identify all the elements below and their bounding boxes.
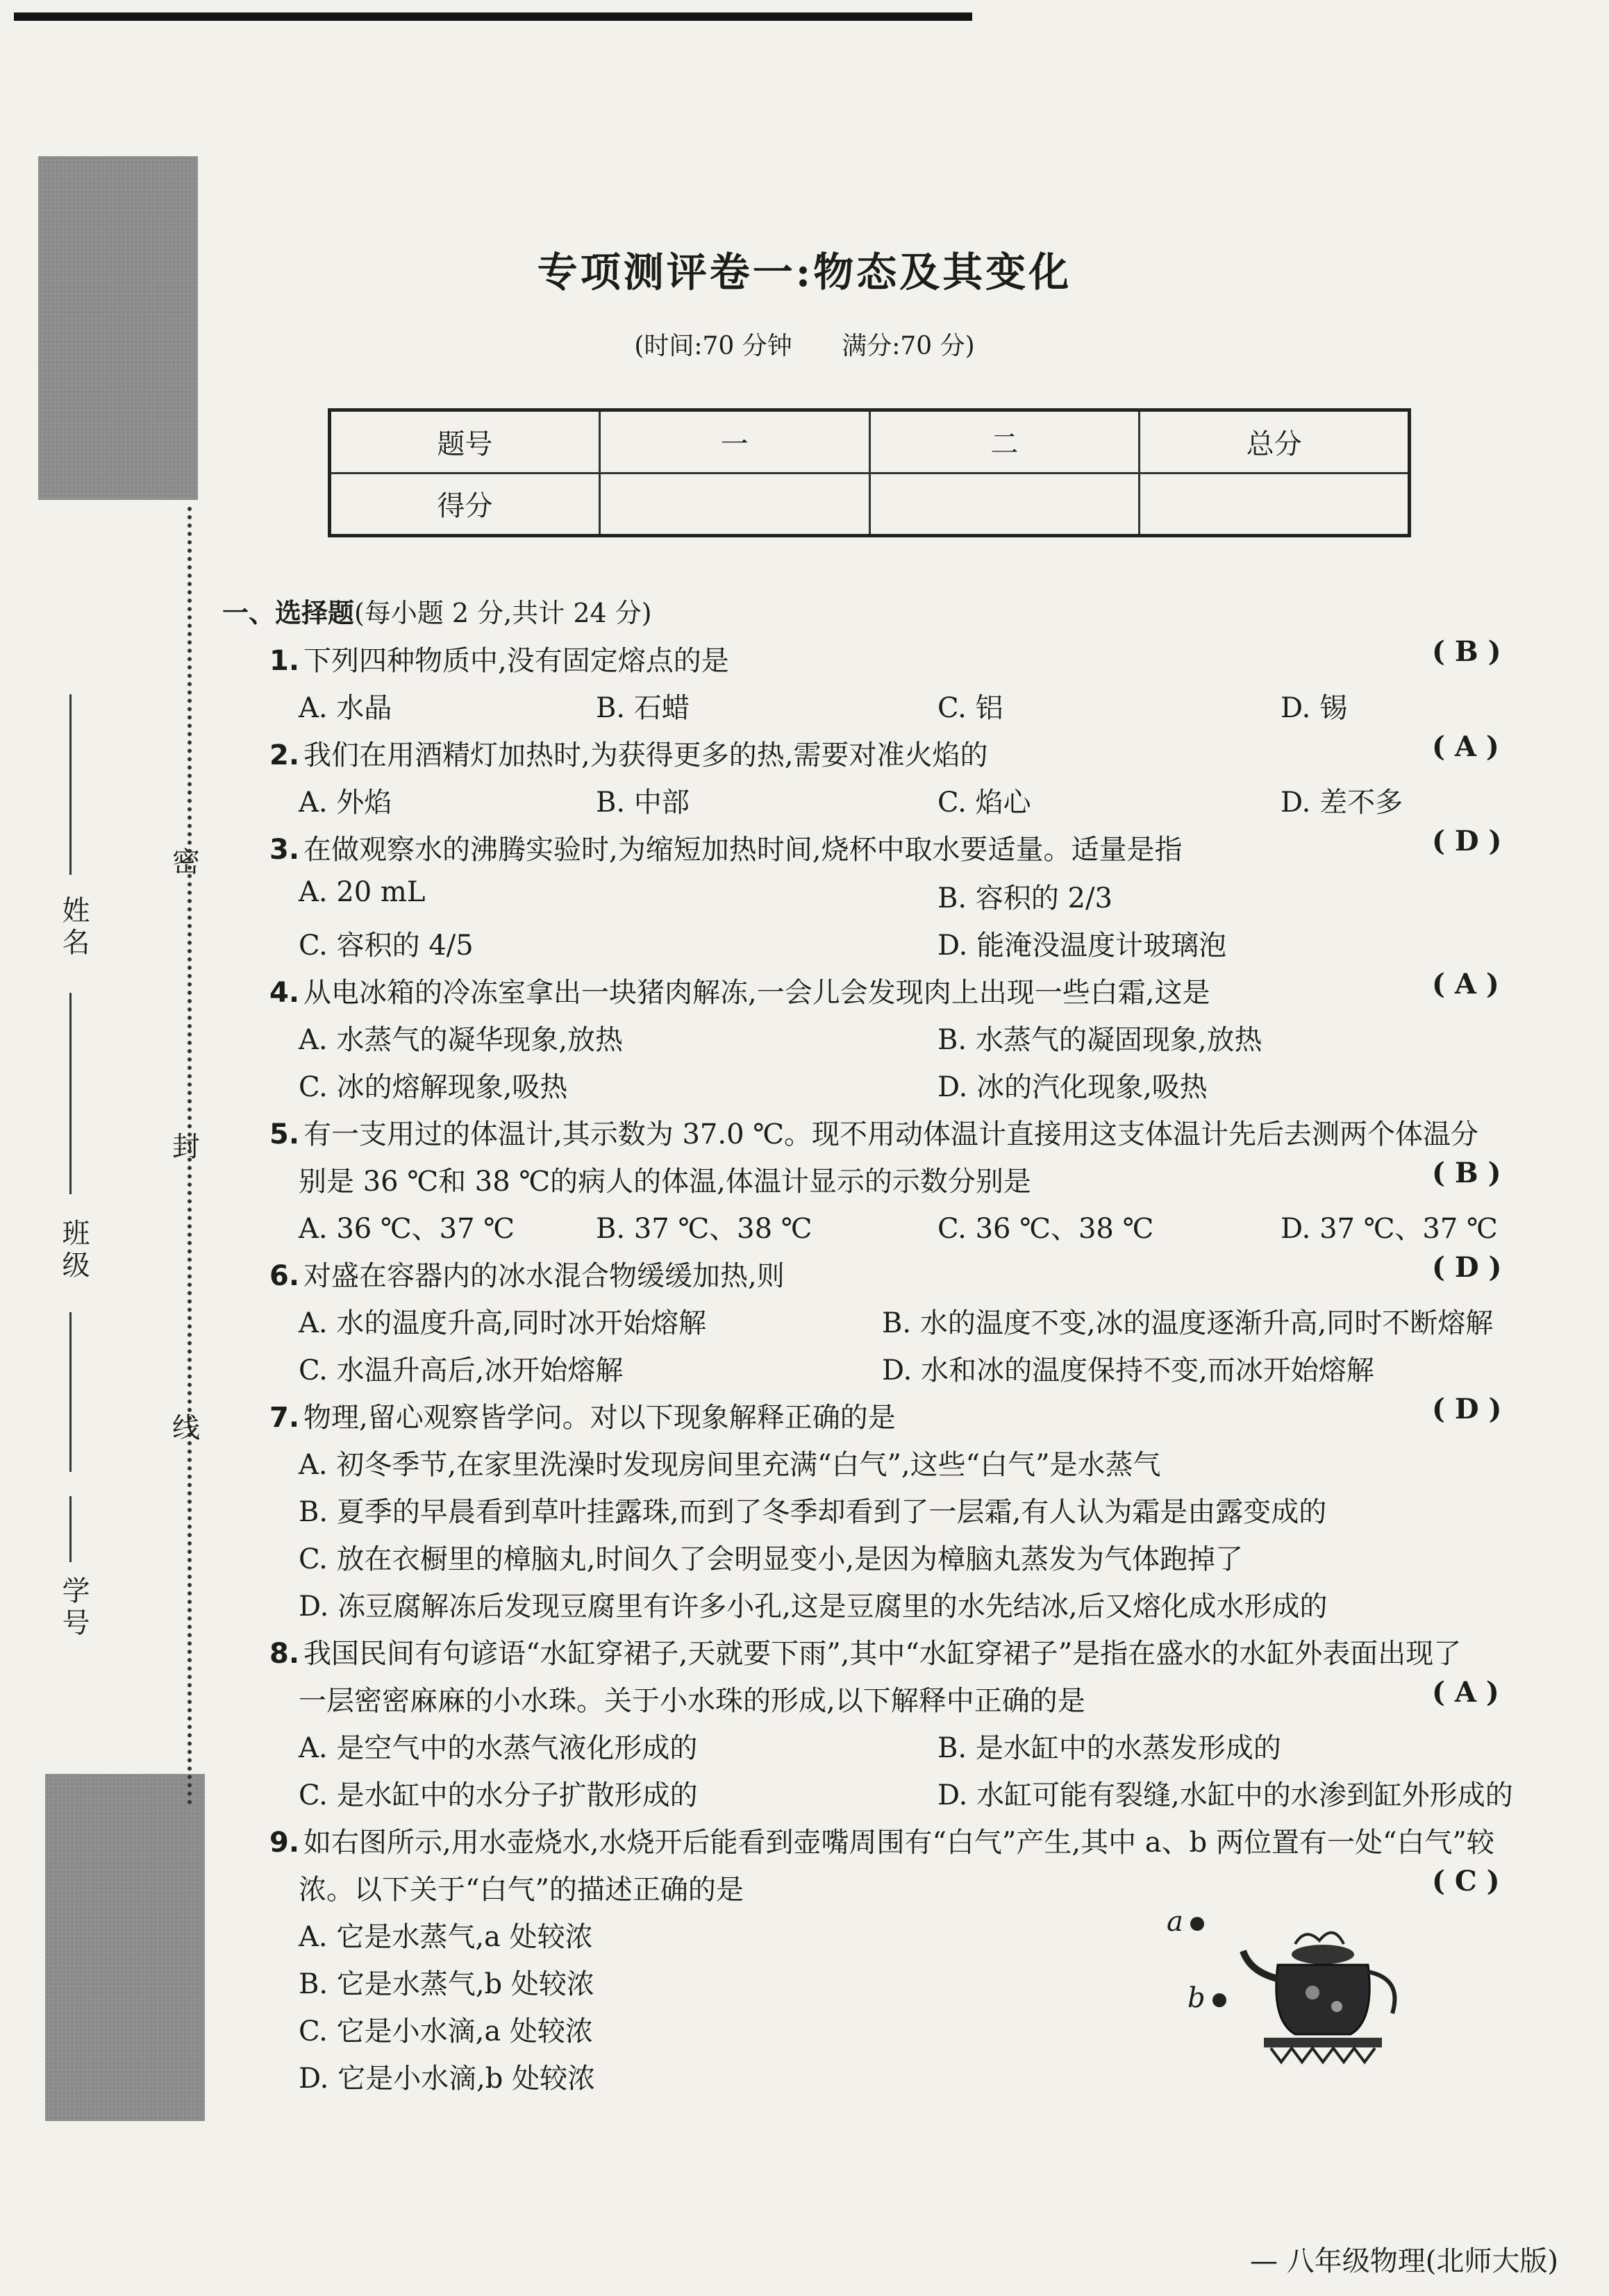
question-1: 1. 下列四种物质中,没有固定熔点的是 <box>269 645 729 677</box>
section-heading: 一、选择题 <box>222 598 355 628</box>
score-table-header: 一 <box>599 410 869 474</box>
page-title: 专项测评卷一:物态及其变化 <box>537 249 1072 296</box>
option: B. 夏季的早晨看到草叶挂露珠,而到了冬季却看到了一层霜,有人认为霜是由露变成的 <box>299 1496 1327 1528</box>
answer-7: ( D ) <box>1432 1393 1502 1425</box>
footer: — 八年级物理(北师大版) <box>1250 2245 1558 2277</box>
figure-label-b: b <box>1187 1982 1226 2014</box>
kettle-figure <box>1229 1923 1417 2069</box>
option: D. 水缸可能有裂缝,水缸中的水渗到缸外形成的 <box>937 1779 1513 1811</box>
answer-6: ( D ) <box>1432 1251 1502 1284</box>
seal-xian: 线 <box>172 1412 200 1444</box>
option: A. 初冬季节,在家里洗澡时发现房间里充满“白气”,这些“白气”是水蒸气 <box>299 1449 1161 1481</box>
question-4: 4. 从电冰箱的冷冻室拿出一块猪肉解冻,一会儿会发现肉上出现一些白霜,这是 <box>269 977 1210 1009</box>
answer-9: ( C ) <box>1432 1865 1500 1897</box>
sidebar-name-label: 姓名 <box>58 896 90 960</box>
option: B. 中部 <box>596 787 690 819</box>
option: B. 石蜡 <box>596 692 690 724</box>
question-8: 8. 我国民间有句谚语“水缸穿裙子,天就要下雨”,其中“水缸穿裙子”是指在盛水的水缸外表面出现了 <box>269 1638 1462 1670</box>
option: B. 是水缸中的水蒸发形成的 <box>937 1732 1281 1764</box>
option: B. 37 ℃、38 ℃ <box>596 1213 812 1245</box>
option: B. 水的温度不变,冰的温度逐渐升高,同时不断熔解 <box>882 1307 1494 1339</box>
answer-8: ( A ) <box>1432 1676 1499 1709</box>
option: C. 它是小水滴,a 处较浓 <box>299 2016 593 2047</box>
exam-info <box>0 326 1609 362</box>
option: D. 锡 <box>1281 692 1348 724</box>
figure-label-a: a <box>1167 1906 1204 1938</box>
seal-mi: 密 <box>172 846 200 878</box>
id-line <box>69 1496 72 1562</box>
answer-1: ( B ) <box>1432 635 1501 668</box>
score-table-header: 题号 <box>330 410 600 474</box>
question-9: 9. 如右图所示,用水壶烧水,水烧开后能看到壶嘴周围有“白气”产生,其中 a、b 两位置有一处“白气”较 <box>269 1827 1494 1859</box>
answer-3: ( D ) <box>1432 825 1502 857</box>
question-5-cont: 别是 36 ℃和 38 ℃的病人的体温,体温计显示的示数分别是 <box>299 1166 1031 1198</box>
seal-feng: 封 <box>172 1131 200 1163</box>
answer-2: ( A ) <box>1432 730 1499 763</box>
question-9-cont: 浓。以下关于“白气”的描述正确的是 <box>299 1874 744 1906</box>
option: A. 36 ℃、37 ℃ <box>299 1213 515 1245</box>
option: A. 外焰 <box>299 787 392 819</box>
question-3: 3. 在做观察水的沸腾实验时,为缩短加热时间,烧杯中取水要适量。适量是指 <box>269 834 1183 866</box>
option: A. 水蒸气的凝华现象,放热 <box>299 1024 624 1056</box>
option: A. 20 mL <box>299 876 426 908</box>
option: D. 冰的汽化现象,吸热 <box>937 1071 1208 1103</box>
time-info: (时间:70 分钟 <box>634 332 792 360</box>
section-note: (每小题 2 分,共计 24 分) <box>354 598 652 628</box>
question-5: 5. 有一支用过的体温计,其示数为 37.0 ℃。现不用动体温计直接用这支体温计先后去测两个体温分 <box>269 1118 1478 1150</box>
score-table-header: 总分 <box>1140 410 1410 474</box>
question-6: 6. 对盛在容器内的冰水混合物缓缓加热,则 <box>269 1260 785 1292</box>
option: D. 冻豆腐解冻后发现豆腐里有许多小孔,这是豆腐里的水先结冰,后又熔化成水形成的 <box>299 1591 1328 1623</box>
score-cell <box>599 473 869 536</box>
score-cell <box>869 473 1140 536</box>
question-8-cont: 一层密密麻麻的小水珠。关于小水珠的形成,以下解释中正确的是 <box>299 1685 1085 1717</box>
option: C. 铝 <box>937 692 1003 724</box>
option: A. 水的温度升高,同时冰开始熔解 <box>299 1307 707 1339</box>
name-line <box>69 694 72 875</box>
option: A. 水晶 <box>299 692 392 724</box>
option: D. 它是小水滴,b 处较浓 <box>299 2063 596 2095</box>
option: D. 37 ℃、37 ℃ <box>1281 1213 1498 1245</box>
option: A. 是空气中的水蒸气液化形成的 <box>299 1732 698 1764</box>
sidebar-id-label: 学号 <box>58 1576 90 1640</box>
section-title <box>222 592 652 630</box>
answer-4: ( A ) <box>1432 968 1499 1000</box>
option: B. 它是水蒸气,b 处较浓 <box>299 1968 594 2000</box>
question-7: 7. 物理,留心观察皆学问。对以下现象解释正确的是 <box>269 1402 896 1434</box>
option: B. 水蒸气的凝固现象,放热 <box>937 1024 1262 1056</box>
option: C. 放在衣橱里的樟脑丸,时间久了会明显变小,是因为樟脑丸蒸发为气体跑掉了 <box>299 1543 1244 1575</box>
option: C. 36 ℃、38 ℃ <box>937 1213 1154 1245</box>
option: C. 冰的熔解现象,吸热 <box>299 1071 568 1103</box>
question-2: 2. 我们在用酒精灯加热时,为获得更多的热,需要对准火焰的 <box>269 739 988 771</box>
score-row-label: 得分 <box>330 473 600 536</box>
score-table <box>328 408 1411 537</box>
score-info: 满分:70 分) <box>842 332 975 360</box>
option: C. 水温升高后,冰开始熔解 <box>299 1355 624 1386</box>
option: C. 容积的 4/5 <box>299 930 474 962</box>
sidebar-class-label: 班级 <box>58 1218 90 1282</box>
option: D. 水和冰的温度保持不变,而冰开始熔解 <box>882 1355 1374 1386</box>
option: A. 它是水蒸气,a 处较浓 <box>299 1921 593 1953</box>
top-bar <box>14 12 972 21</box>
score-cell <box>1140 473 1410 536</box>
option: C. 是水缸中的水分子扩散形成的 <box>299 1779 698 1811</box>
class-line-lower <box>69 1312 72 1472</box>
option: D. 差不多 <box>1281 787 1403 819</box>
option: B. 容积的 2/3 <box>937 882 1112 914</box>
score-table-header: 二 <box>869 410 1140 474</box>
answer-5: ( B ) <box>1432 1157 1501 1189</box>
side-gray-block-bottom <box>45 1774 205 2121</box>
class-line <box>69 993 72 1194</box>
option: D. 能淹没温度计玻璃泡 <box>937 930 1227 962</box>
option: C. 焰心 <box>937 787 1031 819</box>
